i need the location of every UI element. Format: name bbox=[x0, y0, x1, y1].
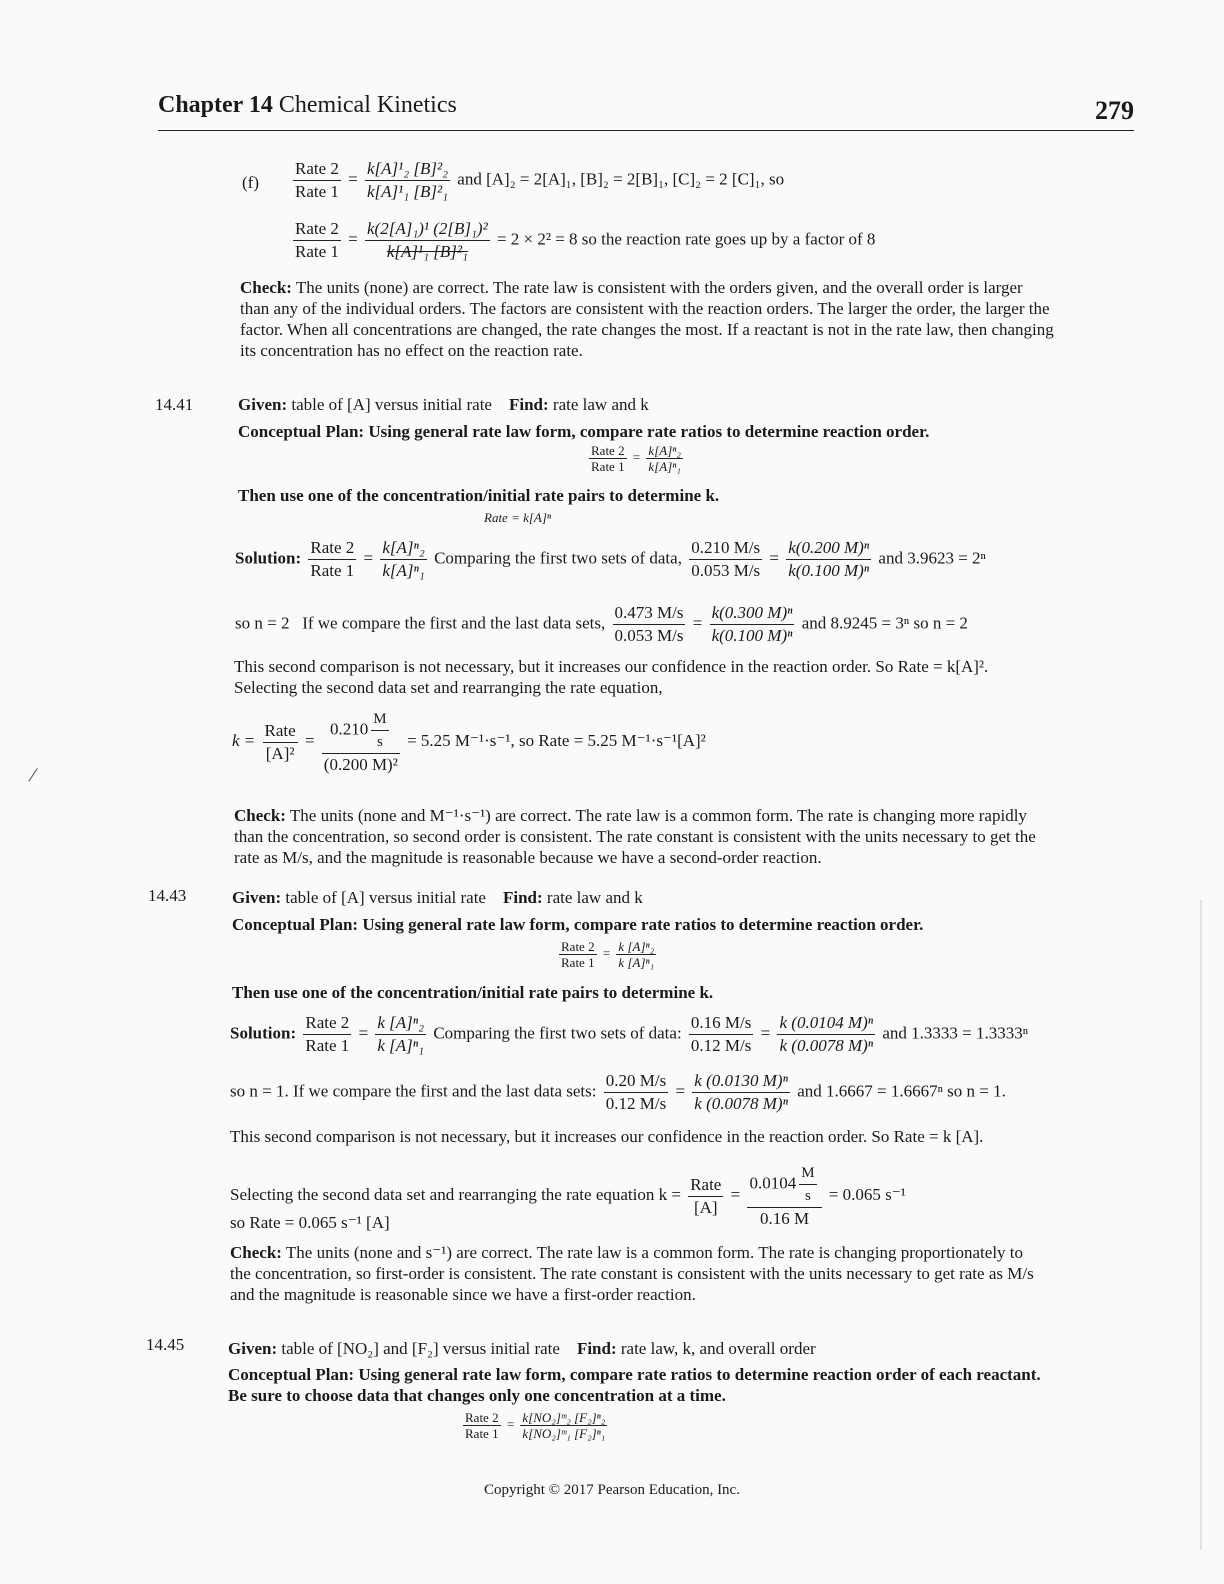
law-numerator: k [A]ⁿ₂ bbox=[618, 939, 655, 954]
k-value-numerator: 0.210 bbox=[330, 719, 369, 739]
p45-conceptual-plan bbox=[228, 1364, 1148, 1406]
p43-explanation: This second comparison is not necessary, but it increases our confidence in the reaction order. So Rate = k [A]. bbox=[230, 1127, 984, 1146]
ratio-numerator: Rate 2 bbox=[465, 1410, 499, 1425]
check-line: than the concentration, so second order is consistent. The rate constant is consistent with the units necessary to get the bbox=[234, 827, 1036, 846]
law-numerator: k[A]ⁿ₂ bbox=[648, 443, 681, 458]
chapter-title bbox=[158, 92, 457, 119]
p43-given-find bbox=[232, 887, 643, 909]
ratio-denominator: Rate 1 bbox=[561, 955, 595, 970]
check-line: The units (none and M⁻¹·s⁻¹) are correct. The rate law is a common form. The rate is changing more rapidly bbox=[289, 806, 1027, 825]
conc-denominator: k(0.100 M)ⁿ bbox=[788, 561, 870, 580]
p41-then-plan: Then use one of the concentration/initial rate pairs to determine k. bbox=[238, 486, 720, 505]
ratio-numerator: Rate 2 bbox=[303, 1012, 351, 1035]
problem-number-14-45: 14.45 bbox=[146, 1335, 185, 1354]
ratio-denominator: Rate 1 bbox=[305, 1036, 350, 1055]
check-line: factor. When all concentrations are changed, the rate changes the most. If a reactant is not in the rate law, then changing bbox=[240, 320, 1054, 339]
select-text: Selecting the second data set and rearranging the rate equation k = bbox=[230, 1184, 681, 1204]
law-numerator: k [A]ⁿ₂ bbox=[375, 1012, 426, 1035]
substituted-denominator: k[A]¹₁ [B]²₁ bbox=[386, 242, 468, 261]
p41-solution-line-1: Solution: $\frac{\text{Rate 2}}{\text{Rate 1}}$ = $\frac{\text{k[A]ⁿ₂}}{\text{k[A]ⁿ₁}}$ Comparing the first two sets of data, $\frac{0.210 M/s}{0.053 M/s}$ = $\frac{\text{k(0.200 M)ⁿ}}{\text{k(0.100 M)ⁿ}}$ and 3.9623 = 2ⁿ bbox=[235, 538, 986, 580]
ratio-numerator: Rate 2 bbox=[591, 443, 625, 458]
header-rule bbox=[158, 130, 1134, 131]
copyright-footer: Copyright © 2017 Pearson Education, Inc. bbox=[484, 1482, 740, 1498]
p43-solution-line-1: Solution: $\frac{\text{Rate 2}}{\text{Rate 1}}$ = $\frac{\text{k [A]ⁿ₂}}{\text{k [A]ⁿ₁}}$ Comparing the first two sets of data: $\frac{0.16 M/s}{0.12 M/s}$ = $\frac{\text{k (0.0104 M)ⁿ}}{\text{k (0.0078 M)ⁿ}}$ and 1.3333 = 1.3333ⁿ bbox=[230, 1013, 1029, 1055]
part-f-equation-1: $\frac{\text{Rate 2}}{\text{Rate 1}}$ = $\frac{\text{k[A]¹₂ [B]²₂}}{\text{k[A]¹₁ [B]²₁}}$ and [A]₂ = 2[A]₁, [B]₂ = 2[B]₁, [C]₂ = 2 [C]₁, so bbox=[295, 159, 785, 201]
k-value-numerator: 0.0104 bbox=[749, 1173, 797, 1193]
ratio-result: and 8.9245 = 3ⁿ so n = 2 bbox=[801, 613, 968, 633]
k-value-denominator: 0.16 M bbox=[759, 1209, 810, 1228]
law-denominator: k [A]ⁿ₁ bbox=[618, 955, 655, 970]
check-line: The units (none) are correct. The rate law is consistent with the orders given, and the overall order is larger bbox=[295, 278, 1023, 297]
page-number: 279 bbox=[1095, 96, 1134, 125]
p41-k-equation: k = $\frac{\text{Rate}}{\text{[A]²}}$ = 0.210 $\frac{M}{s}$ (0.200 M)² = 5.25 M⁻¹·s⁻¹, so Rate = 5.25 M⁻¹·s⁻¹[A]² bbox=[232, 708, 706, 776]
find-label: Find: bbox=[576, 1339, 617, 1358]
part-f-check bbox=[240, 277, 1140, 361]
p41-explanation bbox=[234, 656, 1144, 698]
ratio-denominator: Rate 1 bbox=[295, 182, 339, 201]
page-edge-shadow bbox=[1200, 900, 1202, 1550]
law-numerator: k[A]ⁿ₂ bbox=[380, 537, 426, 560]
k-denominator: [A]² bbox=[265, 743, 295, 763]
order-result: so n = 2 bbox=[235, 613, 290, 633]
conc-numerator: k (0.0130 M)ⁿ bbox=[692, 1070, 790, 1093]
explanation-line: Selecting the second data set and rearranging the rate equation, bbox=[234, 678, 663, 697]
law-denominator: k [A]ⁿ₁ bbox=[377, 1036, 425, 1055]
find-label: Find: bbox=[508, 395, 549, 414]
check-label: Check: bbox=[234, 806, 286, 825]
ratio-denominator: Rate 1 bbox=[295, 242, 339, 261]
p45-given-find bbox=[228, 1338, 816, 1360]
p43-conceptual-plan: Conceptual Plan: Using general rate law form, compare rate ratios to determine reaction order. bbox=[232, 915, 924, 934]
k-numerator: Rate bbox=[263, 720, 298, 743]
conc-denominator: k (0.0078 M)ⁿ bbox=[694, 1094, 788, 1113]
rate-value-numerator: 0.210 M/s bbox=[689, 537, 762, 560]
rate-value-numerator: 0.16 M/s bbox=[689, 1012, 753, 1035]
conc-numerator: k(0.200 M)ⁿ bbox=[786, 537, 871, 560]
p41-plan-ratio: $\frac{\text{Rate 2}}{\text{Rate 1}}$ = $\frac{\text{k[A]ⁿ₂}}{\text{k[A]ⁿ₁}}$ bbox=[591, 443, 681, 474]
p41-conceptual-plan: Conceptual Plan: Using general rate law form, compare rate ratios to determine reaction order. bbox=[238, 422, 930, 441]
ratio-denominator: Rate 1 bbox=[465, 1426, 499, 1441]
conc-denominator: k(0.100 M)ⁿ bbox=[711, 626, 793, 645]
plan-line: Be sure to choose data that changes only one concentration at a time. bbox=[228, 1386, 726, 1405]
k-label: k = bbox=[232, 730, 256, 750]
compare-text: so n = 1. If we compare the first and the last data sets: bbox=[230, 1081, 597, 1101]
substituted-numerator: k(2[A]₁)¹ (2[B]₁)² bbox=[365, 218, 490, 241]
k-numerator: Rate bbox=[688, 1174, 723, 1197]
margin-pencil-mark: / bbox=[26, 761, 40, 788]
p41-check bbox=[234, 805, 1144, 868]
law-denominator: k[A]ⁿ₁ bbox=[382, 561, 425, 580]
factor-result: = 2 × 2² = 8 so the reaction rate goes up by a factor of 8 bbox=[496, 229, 876, 249]
law-numerator: k[A]¹₂ [B]²₂ bbox=[365, 158, 450, 181]
check-line: its concentration has no effect on the reaction rate. bbox=[240, 341, 583, 360]
ratio-denominator: Rate 1 bbox=[310, 561, 355, 580]
ratio-numerator: Rate 2 bbox=[561, 939, 595, 954]
p45-plan-ratio: $\frac{\text{Rate 2}}{\text{Rate 1}}$ = $\frac{\text{k[NO₂]ᵐ₂ [F₂]ⁿ₂}}{\text{k[NO₂]ᵐ₁ [F₂]ⁿ₁}}$ bbox=[465, 1410, 606, 1441]
p43-check bbox=[230, 1242, 1140, 1305]
compare-text: Comparing the first two sets of data: bbox=[433, 1023, 682, 1043]
chapter-number: Chapter 14 bbox=[158, 92, 273, 118]
conc-numerator: k (0.0104 M)ⁿ bbox=[777, 1012, 875, 1035]
p43-plan-ratio: $\frac{\text{Rate 2}}{\text{Rate 1}}$ = $\frac{\text{k [A]ⁿ₂}}{\text{k [A]ⁿ₁}}$ bbox=[561, 939, 655, 970]
part-f-equation-2: $\frac{\text{Rate 2}}{\text{Rate 1}}$ = $\frac{\text{k(2[A]₁)¹ (2[B]₁)²}}{\text{k[A]¹₁ [B]²₁}}$ = 2 × 2² = 8 so the reaction rate goes up by a factor of 8 bbox=[295, 219, 876, 261]
p43-solution-line-2: so n = 1. If we compare the first and the last data sets: $\frac{0.20 M/s}{0.12 M/s}$ = $\frac{\text{k (0.0130 M)ⁿ}}{\text{k (0.0078 M)ⁿ}}$ and 1.6667 = 1.6667ⁿ so n = 1. bbox=[230, 1071, 1006, 1113]
p41-rate-equation: Rate = k[A]ⁿ bbox=[484, 510, 552, 525]
compare-text: Comparing the first two sets of data, bbox=[434, 548, 682, 568]
law-denominator: k[A]ⁿ₁ bbox=[648, 459, 681, 474]
given-text: table of [A] versus initial rate bbox=[285, 888, 486, 907]
check-label: Check: bbox=[240, 278, 292, 297]
k-value-denominator: (0.200 M)² bbox=[323, 755, 398, 774]
rate-value-denominator: 0.053 M/s bbox=[614, 626, 684, 645]
ratio-result: and 1.3333 = 1.3333ⁿ bbox=[882, 1023, 1029, 1043]
find-text: rate law and k bbox=[552, 395, 649, 414]
rate-value-denominator: 0.12 M/s bbox=[605, 1094, 667, 1113]
ratio-numerator: Rate 2 bbox=[293, 158, 341, 181]
find-label: Find: bbox=[502, 888, 543, 907]
given-label: Given: bbox=[228, 1339, 278, 1358]
k-denominator: [A] bbox=[693, 1197, 718, 1217]
law-numerator: k[NO₂]ᵐ₂ [F₂]ⁿ₂ bbox=[522, 1410, 606, 1425]
p43-then-plan: Then use one of the concentration/initial rate pairs to determine k. bbox=[232, 983, 714, 1002]
check-line: rate as M/s, and the magnitude is reasonable because we have a second-order reaction. bbox=[234, 848, 822, 867]
plan-line: Conceptual Plan: Using general rate law form, compare rate ratios to determine reaction order of each reactant. bbox=[228, 1365, 1041, 1384]
check-line: the concentration, so first-order is consistent. The rate constant is consistent with the units necessary to get rate as M/s bbox=[230, 1264, 1034, 1283]
check-line: The units (none and s⁻¹) are correct. The rate law is a common form. The rate is changing proportionately to bbox=[285, 1243, 1024, 1262]
ratio-numerator: Rate 2 bbox=[293, 218, 341, 241]
compare-text: If we compare the first and the last data sets, bbox=[302, 613, 606, 633]
problem-number-14-41: 14.41 bbox=[155, 395, 194, 414]
ratio-result: and 1.6667 = 1.6667ⁿ so n = 1. bbox=[797, 1081, 1006, 1101]
ratio-denominator: Rate 1 bbox=[591, 459, 625, 474]
unit-bottom: s bbox=[377, 734, 383, 750]
law-denominator: k[A]¹₁ [B]²₁ bbox=[367, 182, 449, 201]
unit-top: M bbox=[371, 708, 388, 731]
rate-value-denominator: 0.053 M/s bbox=[691, 561, 761, 580]
rate-value-numerator: 0.473 M/s bbox=[613, 602, 686, 625]
solution-label: Solution: bbox=[230, 1023, 297, 1043]
k-result: = 0.065 s⁻¹ bbox=[828, 1184, 906, 1204]
p41-given-find bbox=[238, 394, 649, 416]
given-label: Given: bbox=[232, 888, 282, 907]
solution-label: Solution: bbox=[235, 548, 302, 568]
rate-value-denominator: 0.12 M/s bbox=[690, 1036, 752, 1055]
k-result: = 5.25 M⁻¹·s⁻¹, so Rate = 5.25 M⁻¹·s⁻¹[A]² bbox=[407, 730, 706, 750]
check-line: and the magnitude is reasonable since we have a first-order reaction. bbox=[230, 1285, 696, 1304]
p43-k-equation: Selecting the second data set and rearranging the rate equation k = $\frac{\text{Rate}}{[A]}$ = 0.0104 $\frac{M}{s}$ 0.16 M = 0.065 s⁻¹ bbox=[230, 1162, 906, 1230]
law-denominator: k[NO₂]ᵐ₁ [F₂]ⁿ₁ bbox=[522, 1426, 606, 1441]
find-text: rate law, k, and overall order bbox=[620, 1339, 816, 1358]
check-label: Check: bbox=[230, 1243, 282, 1262]
explanation-line: This second comparison is not necessary, but it increases our confidence in the reaction order. So Rate = k[A]². bbox=[234, 657, 989, 676]
ratio-result: and 3.9623 = 2ⁿ bbox=[878, 548, 986, 568]
unit-top: M bbox=[799, 1162, 816, 1185]
chapter-name: Chemical Kinetics bbox=[278, 92, 457, 118]
p41-solution-line-2: so n = 2 If we compare the first and the last data sets, $\frac{0.473 M/s}{0.053 M/s}$ = $\frac{\text{k(0.300 M)ⁿ}}{\text{k(0.100 M)ⁿ}}$ and 8.9245 = 3ⁿ so n = 2 bbox=[235, 603, 968, 645]
given-text: table of [NO₂] and [F₂] versus initial rate bbox=[281, 1339, 560, 1358]
conc-denominator: k (0.0078 M)ⁿ bbox=[779, 1036, 874, 1055]
page-header bbox=[158, 92, 1134, 132]
ratio-numerator: Rate 2 bbox=[308, 537, 356, 560]
part-f-label: (f) bbox=[242, 173, 259, 192]
concentration-conditions: and [A]₂ = 2[A]₁, [B]₂ = 2[B]₁, [C]₂ = 2 [C]₁, so bbox=[457, 169, 785, 189]
given-label: Given: bbox=[238, 395, 288, 414]
find-text: rate law and k bbox=[546, 888, 643, 907]
check-line: than any of the individual orders. The factors are consistent with the reaction orders. The larger the order, the larger the bbox=[240, 299, 1050, 318]
given-text: table of [A] versus initial rate bbox=[291, 395, 492, 414]
p43-rate-law: so Rate = 0.065 s⁻¹ [A] bbox=[230, 1213, 390, 1232]
unit-bottom: s bbox=[804, 1188, 811, 1204]
problem-number-14-43: 14.43 bbox=[148, 886, 187, 905]
rate-value-numerator: 0.20 M/s bbox=[604, 1070, 668, 1093]
conc-numerator: k(0.300 M)ⁿ bbox=[710, 602, 795, 625]
